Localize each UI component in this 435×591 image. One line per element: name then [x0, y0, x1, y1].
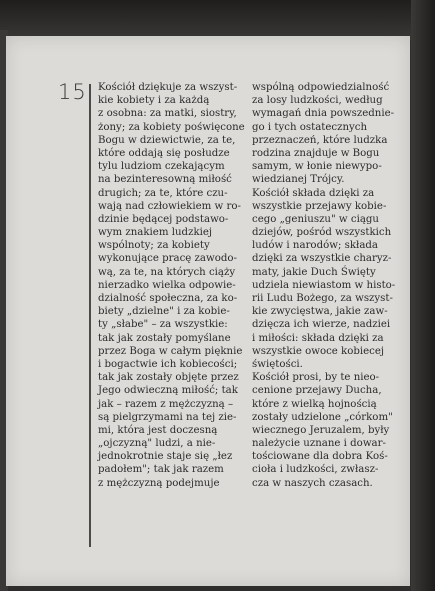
text-line: go i tych ostatecznych: [252, 121, 368, 133]
text-line: jak – razem z mężczyzną –: [98, 398, 234, 410]
text-line: dziejów, pośród wszystkich: [252, 227, 392, 239]
text-line: żony; za kobiety poświęcone: [98, 121, 245, 133]
text-line: zostały udzielone „córkom": [252, 411, 393, 423]
text-line: wszystkie owoce kobiecej: [252, 345, 385, 357]
page-number: 15: [58, 80, 87, 104]
text-line: wspólnoty; za kobiety: [98, 240, 210, 252]
text-line: udziela niewiastom w histo-: [252, 279, 396, 291]
text-line: wają nad człowiekiem w ro-: [98, 200, 241, 212]
text-line: samym, w łonie niewypo-: [252, 161, 382, 173]
text-line: cioła i ludzkości, zwłasz-: [252, 464, 379, 476]
text-line: z mężczyzną podejmuje: [98, 477, 220, 489]
text-line: rodzina znajduje w Bogu: [252, 147, 380, 159]
text-line: Kościół prosi, by te nieo-: [252, 372, 380, 384]
text-line: wszystkie przejawy kobie-: [252, 200, 387, 212]
text-line: dzinie będącej podstawo-: [98, 213, 229, 225]
text-line: kie kobiety i za każdą: [98, 95, 210, 107]
text-line: wykonujące pracę zawodo-: [98, 253, 237, 265]
text-line: biety „dzielne" i za kobie-: [98, 306, 230, 318]
text-line: „ojczyzną" ludzi, a nie-: [98, 438, 216, 450]
text-line: i miłości: składa dzięki za: [252, 332, 384, 344]
text-line: tylu ludziom czekającym: [98, 161, 225, 173]
margin-rule: [89, 84, 91, 547]
text-line: za losy ludzkości, według: [252, 95, 383, 107]
text-line: rii Ludu Bożego, za wszyst-: [252, 293, 393, 304]
text-line: ty „słabe" – za wszystkie:: [98, 319, 228, 331]
text-line: przeznaczeń, które ludzka: [252, 134, 388, 146]
text-line: tościowane dla dobra Koś-: [252, 451, 388, 463]
text-line: wymagań dnia powszedniе-: [252, 108, 395, 120]
text-line: tak jak zostały objęte przez: [98, 372, 239, 384]
text-line: wą, za te, na których ciąży: [98, 266, 236, 278]
text-line: które z wielką hojnością: [252, 398, 377, 410]
text-line: tak jak zostały pomyślane: [98, 332, 231, 344]
scan-edge-top: [0, 0, 435, 40]
text-line: Kościół dziękuje za wszyst-: [98, 82, 238, 93]
text-line: dzialność społeczna, za ko-: [98, 293, 238, 304]
text-line: Bogu w dziewictwie, za te,: [98, 134, 236, 146]
text-line: wspólną odpowiedzialność: [252, 82, 390, 93]
text-line: ludów i narodów; składa: [252, 240, 378, 252]
text-line: kie zwycięstwa, jakie zaw-: [252, 306, 388, 318]
text-line: wym znakiem ludzkiej: [98, 227, 213, 239]
text-line: cego „geniuszu" w ciągu: [252, 213, 379, 225]
text-line: maty, jakie Duch Święty: [252, 266, 376, 278]
left-text-column: [98, 81, 245, 490]
text-line: należycie uznane i dowar-: [252, 438, 386, 450]
text-line: Jego odwieczną miłość; tak: [98, 385, 238, 397]
text-line: nierzadko wielka odpowie-: [98, 279, 236, 291]
text-line: drugich; za te, które czu-: [98, 187, 228, 199]
text-line: cza w naszych czasach.: [252, 477, 373, 489]
text-line: dzięki za wszystkie charyz-: [252, 253, 392, 265]
text-line: są pielgrzymami na tej zie-: [98, 411, 237, 423]
text-line: z osobna: za matki, siostry,: [98, 108, 237, 120]
text-line: Kościół składa dzięki za: [252, 187, 375, 199]
text-line: mi, która jest doczesną: [98, 424, 218, 436]
text-line: które oddają się posłudze: [98, 147, 230, 159]
scan-edge-right: [411, 0, 435, 591]
text-line: i bogactwie ich kobiecości;: [98, 358, 238, 370]
right-text-column: [252, 81, 398, 490]
text-line: cenione przejawy Ducha,: [252, 385, 382, 397]
text-line: jednokrotnie staje się „łez: [98, 451, 233, 463]
text-line: wiedzianej Trójcy.: [252, 174, 345, 186]
text-line: dzięcza ich wierze, nadziei: [252, 319, 391, 331]
text-line: przez Boga w całym pięknie: [98, 345, 243, 357]
text-line: na bezinteresowną miłość: [98, 174, 232, 186]
text-line: wiecznego Jeruzalem, były: [252, 424, 390, 436]
text-line: padołem"; tak jak razem: [98, 464, 224, 476]
text-line: świętości.: [252, 358, 303, 370]
